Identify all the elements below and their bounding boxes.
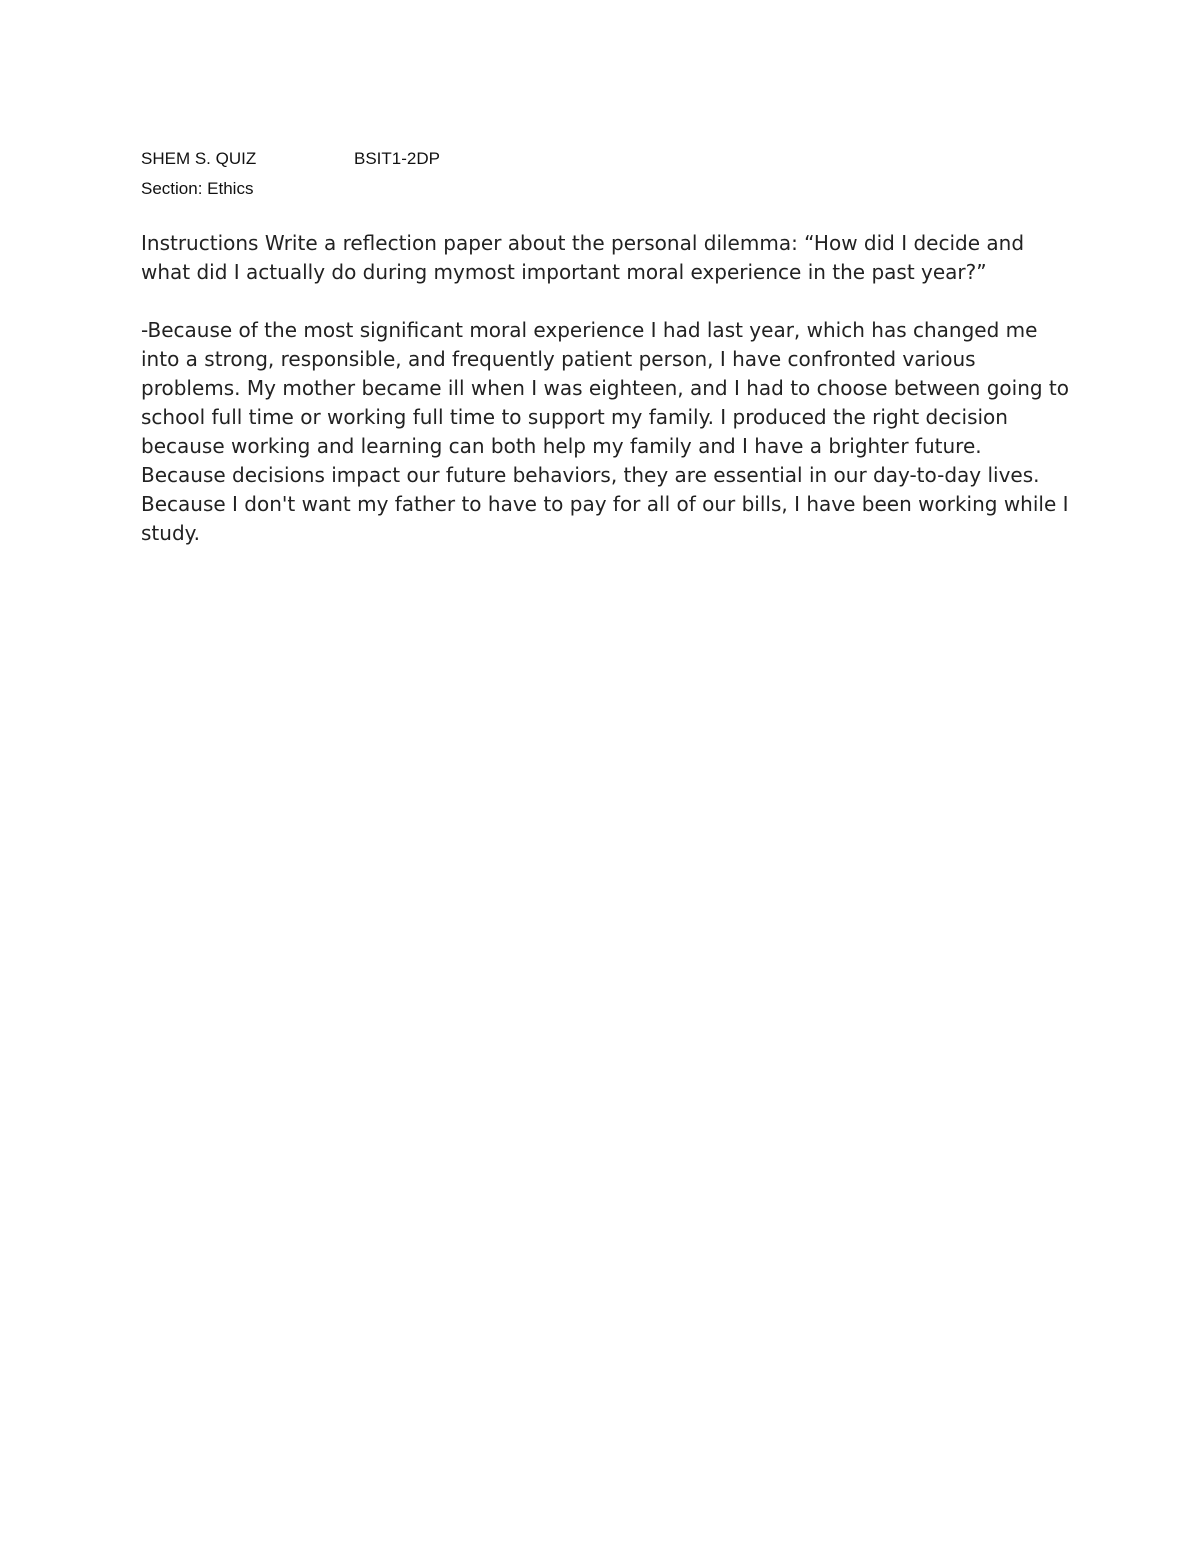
instructions-paragraph: Instructions Write a reflection paper about the personal dilemma: “How did I decide and what did I actually do during mymost important moral experience in the past year?” [141,231,1025,284]
header-row [141,144,1061,174]
class-code: BSIT1-2DP [354,149,440,168]
section-label: Section: Ethics [141,179,254,198]
student-name: SHEM S. QUIZ [141,149,257,168]
document-body [141,229,1071,577]
document-header [141,144,1061,204]
answer-paragraph: -Because of the most significant moral experience I had last year, which has changed me into a strong, responsible, and frequently patient person, I have confronted various problems. My mother became ill when I was eighteen, and I had to choose between going to school full time or working full time to support my family. I produced the right decision because working and learning can both help my family and I have a brighter future. Because decisions impact our future behaviors, they are essential in our day-to-day lives. Because I don't want my father to have to pay for all of our bills, I have been working while I study. [141,318,1069,545]
